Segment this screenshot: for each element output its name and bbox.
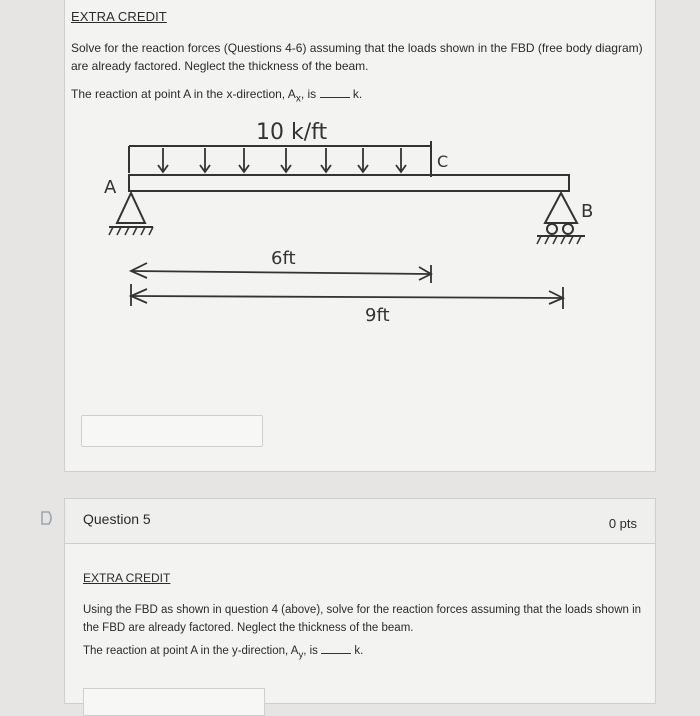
dimension-line bbox=[131, 271, 431, 274]
roller-wheel bbox=[547, 224, 557, 234]
beam bbox=[129, 175, 569, 191]
pin-support-a bbox=[109, 193, 153, 235]
roller-triangle bbox=[545, 193, 577, 223]
unanswered-flag-icon bbox=[40, 510, 54, 526]
load-arrow bbox=[281, 148, 291, 172]
dimension-6ft-label: 6ft bbox=[271, 248, 296, 269]
prompt-text-after: , is bbox=[300, 87, 317, 101]
dimension-line bbox=[131, 296, 563, 298]
question-4-card bbox=[64, 0, 656, 472]
dimension-9ft-line bbox=[131, 284, 563, 309]
pin-triangle bbox=[117, 193, 145, 223]
question-5-header bbox=[64, 498, 656, 544]
load-arrow bbox=[158, 148, 168, 172]
point-b-label: B bbox=[581, 201, 594, 222]
free-body-diagram bbox=[1, 1, 700, 341]
load-arrow bbox=[358, 148, 368, 172]
prompt-subscript: x bbox=[295, 93, 301, 105]
prompt-text: The reaction at point A in the x-direction, A bbox=[71, 87, 296, 101]
question-5-heading: EXTRA CREDIT bbox=[83, 571, 171, 585]
question-5-instructions: Using the FBD as shown in question 4 (above), solve for the reaction forces assuming that the loads shown in the FBD are already factored. Neglect the thickness of the beam. bbox=[83, 604, 642, 634]
question-4-answer-input[interactable] bbox=[81, 415, 263, 447]
question-4-heading: EXTRA CREDIT bbox=[71, 9, 167, 24]
roller-support-b bbox=[537, 193, 585, 244]
prompt-text: The reaction at point A in the y-direction, A bbox=[83, 645, 299, 657]
question-5-points: 0 pts bbox=[608, 516, 637, 531]
question-5-prompt bbox=[83, 643, 363, 660]
load-arrow bbox=[239, 148, 249, 172]
point-c-label: C bbox=[437, 152, 449, 171]
question-5-title: Question 5 bbox=[83, 511, 151, 527]
question-5-answer-input[interactable] bbox=[83, 688, 265, 716]
roller-wheel bbox=[563, 224, 573, 234]
question-5-body bbox=[64, 544, 656, 704]
question-4-instructions: Solve for the reaction forces (Questions 4-6) assuming that the loads shown in the FBD (free body diagram) are already factored. Neglect the thickness of the beam. bbox=[71, 41, 643, 73]
load-arrows bbox=[158, 148, 406, 172]
roller-hatch bbox=[537, 236, 581, 244]
prompt-subscript: y bbox=[298, 649, 304, 661]
unit-label: k. bbox=[354, 645, 364, 657]
prompt-text-after: , is bbox=[303, 645, 318, 657]
pin-hatch bbox=[109, 227, 153, 235]
point-a-label: A bbox=[104, 177, 117, 198]
answer-blank bbox=[321, 643, 351, 654]
dimension-9ft-label: 9ft bbox=[365, 305, 390, 326]
load-arrow bbox=[396, 148, 406, 172]
load-arrow bbox=[200, 148, 210, 172]
load-arrow bbox=[321, 148, 331, 172]
load-label: 10 k/ft bbox=[256, 120, 328, 145]
unit-label: k. bbox=[352, 87, 363, 101]
